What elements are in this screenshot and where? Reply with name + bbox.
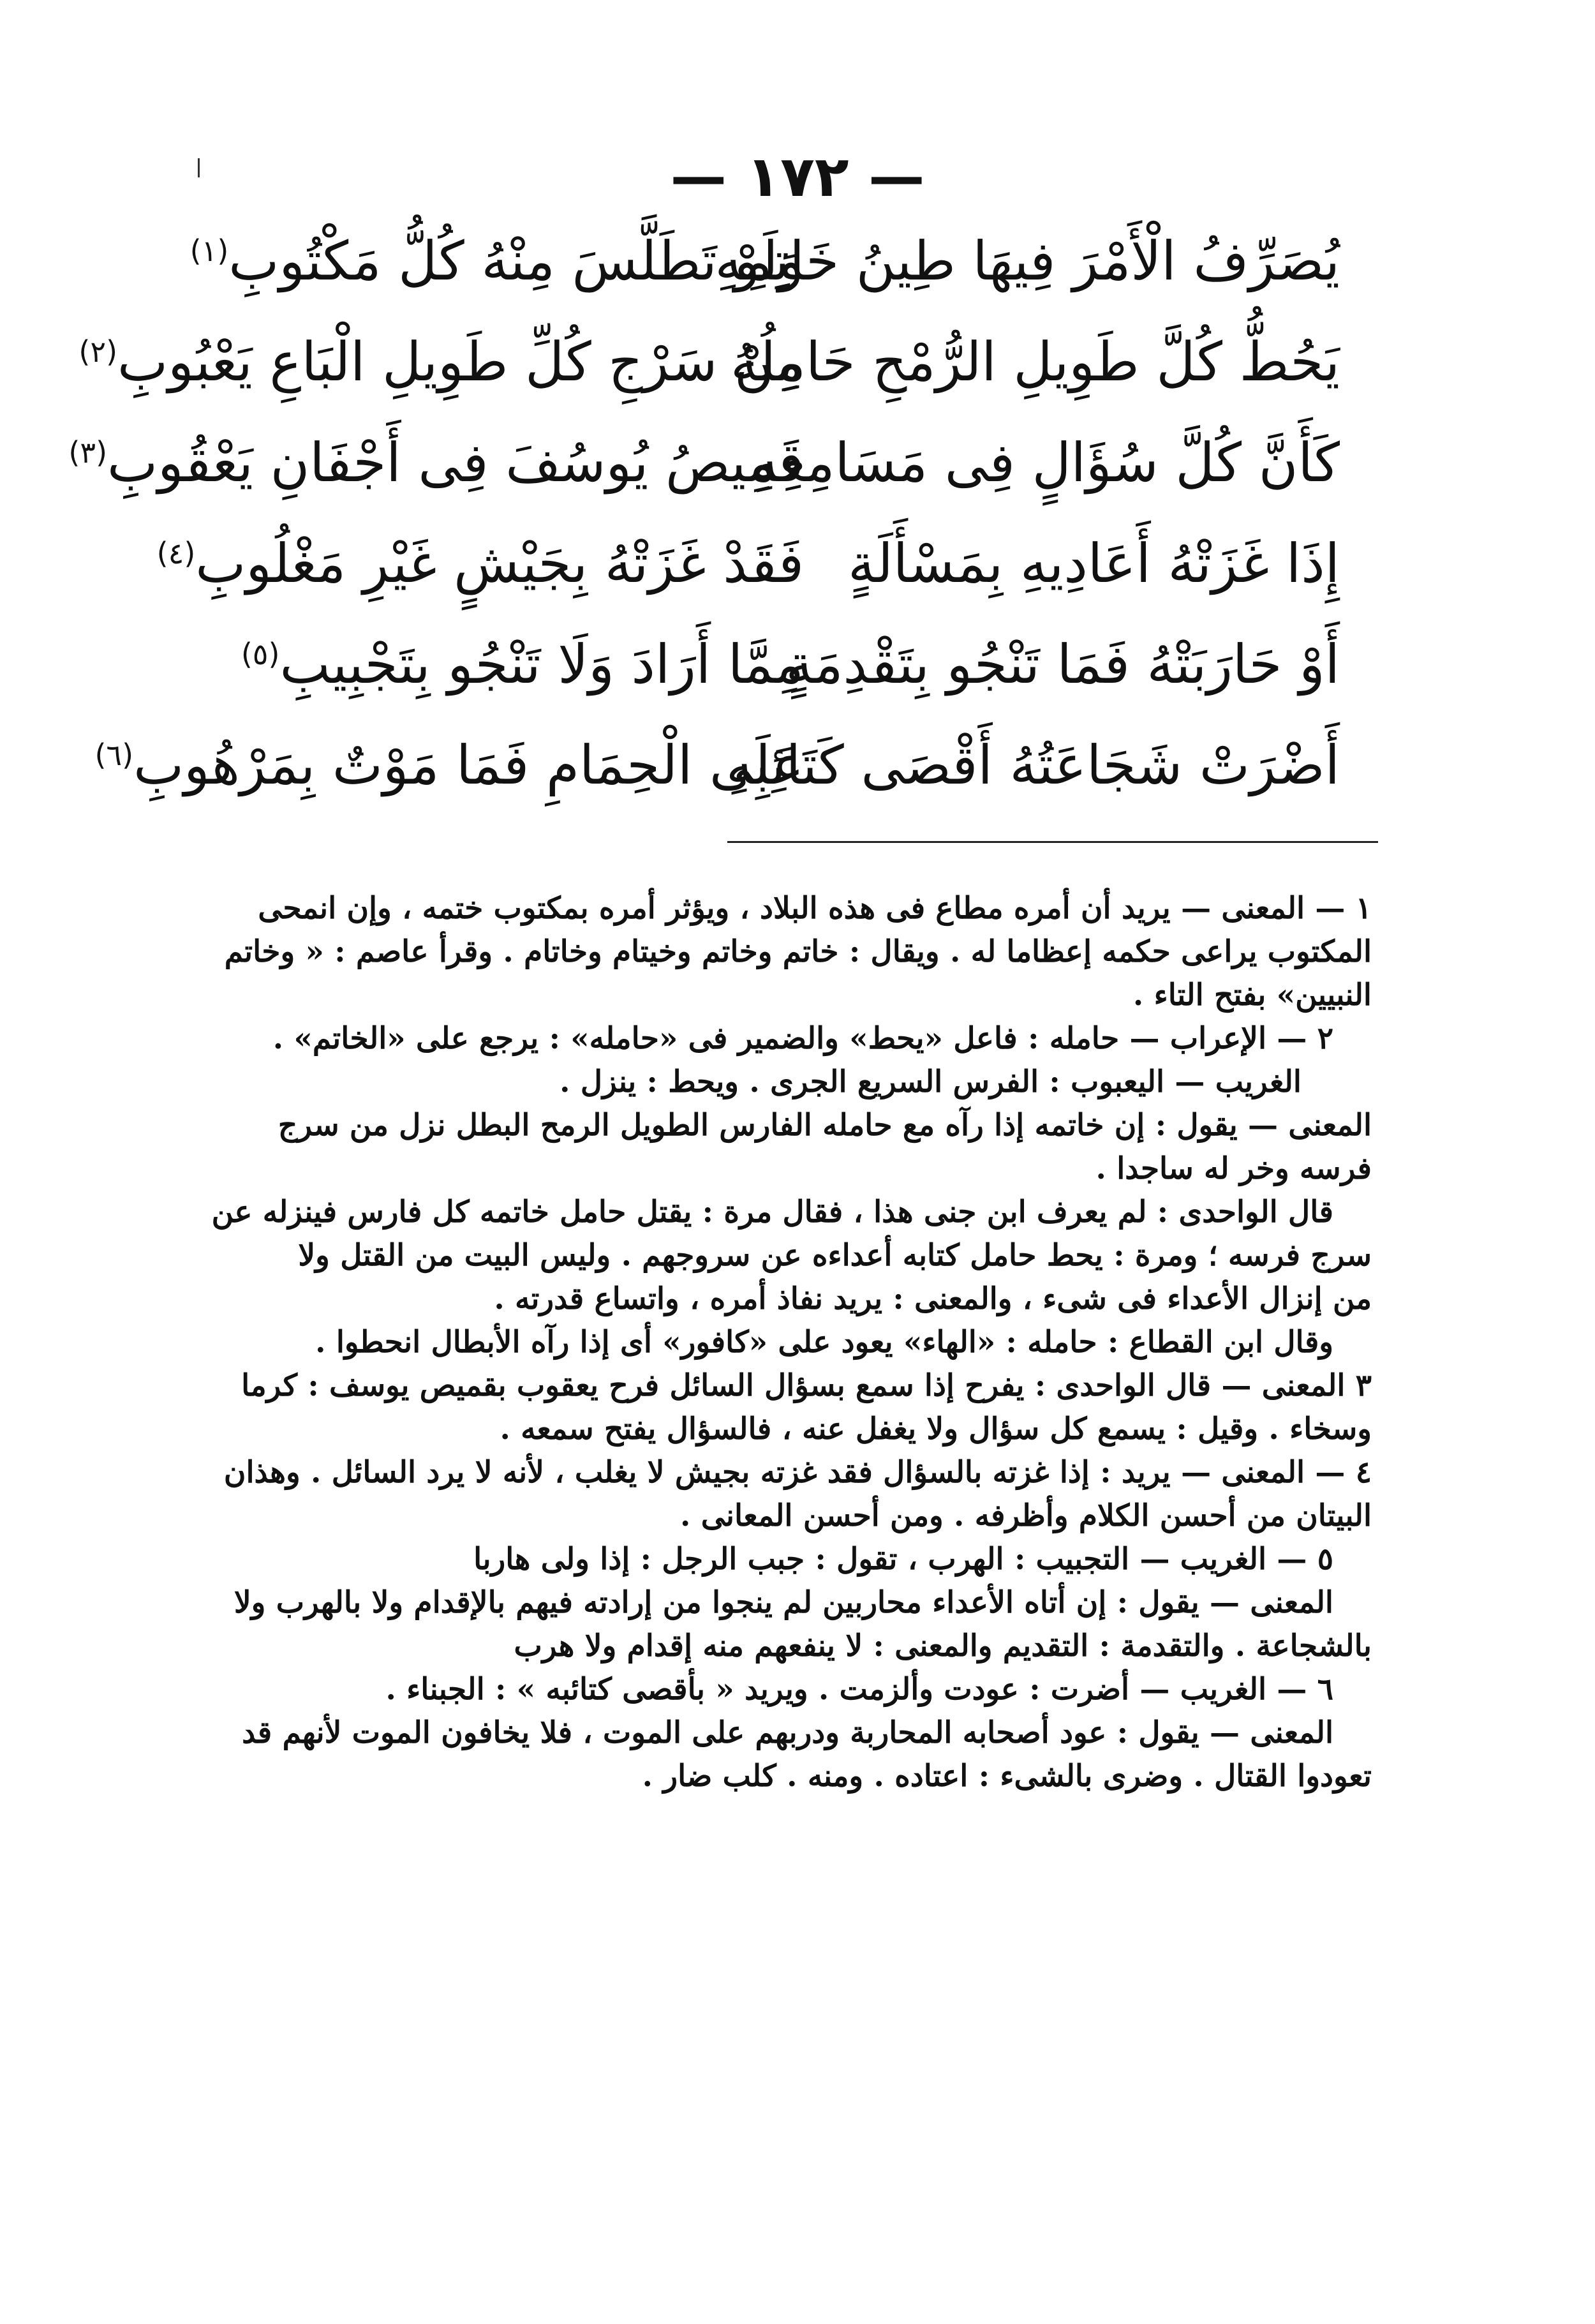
verse-second-text: وَلَوْ تَطَلَّسَ مِنْهُ كُلُّ مَكْتُوبِ: [228, 229, 804, 292]
commentary-line: من إنزال الأعداء فى شىء ، والمعنى : يريد نفاذ أمره ، واتساع قدرته .: [494, 1281, 1372, 1316]
verse-first-hemistich: أَوْ حَارَبَتْهُ فَمَا تَنْجُو بِتَقْدِمَةٍ: [785, 632, 1340, 696]
verse-second-text: مِنْ سَرْجِ كُلِّ طَوِيلِ الْبَاعِ يَعْبُوبِ: [117, 330, 804, 393]
margin-mark: [198, 158, 200, 177]
verse-first-hemistich: كَأَنَّ كُلَّ سُؤَالٍ فِى مَسَامِعِهِ: [751, 431, 1340, 494]
verse-second-text: فَقَدْ غَزَتْهُ بِجَيْشٍ غَيْرِ مَغْلُوبِ: [195, 532, 804, 595]
commentary-line: النبيين» بفتح التاء .: [1132, 978, 1372, 1013]
commentary-line: المعنى — يقول : عود أصحابه المحاربة ودربهم على الموت ، فلا يخافون الموت لأنهم قد: [242, 1715, 1333, 1750]
verse-line: [189, 211, 1340, 311]
footnote-reference: (١): [189, 233, 229, 268]
footnote-reference: (٢): [78, 334, 118, 369]
commentary-line: ٦ — الغريب — أضرت : عودت وألزمت . ويريد « بأقصى كتائبه » : الجبناء .: [385, 1672, 1333, 1707]
verse-second-text: قَمِيصُ يُوسُفَ فِى أَجْفَانِ يَعْقُوبِ: [107, 431, 804, 494]
commentary-block: [191, 887, 1372, 1798]
commentary-line: ٢ — الإعراب — حامله : فاعل «يحط» والضمير فى «حامله» : يرجع على «الخاتم» .: [272, 1021, 1333, 1056]
commentary-line: البيتان من أحسن الكلام وأظرفه . ومن أحسن المعانى .: [679, 1498, 1372, 1533]
verse-first-hemistich: يَحُطُّ كُلَّ طَوِيلِ الرُّمْحِ حَامِلُهُ: [731, 330, 1340, 393]
commentary-line: فرسه وخر له ساجدا .: [1095, 1151, 1372, 1186]
commentary-line: قال الواحدى : لم يعرف ابن جنى هذا ، فقال مرة : يقتل حامل خاتمه كل فارس فينزله عن: [211, 1195, 1333, 1230]
verse-second-hemistich: [78, 330, 804, 393]
commentary-line: المعنى — يقول : إن أتاه الأعداء محاربين لم ينجوا من إرادته فيهم بالإقدام ولا بالهرب ولا: [234, 1585, 1333, 1620]
footnote-reference: (٣): [68, 435, 108, 470]
footnote-reference: (٤): [156, 535, 196, 570]
verse-second-hemistich: [94, 733, 804, 796]
commentary-line: المكتوب يراعى حكمه إعظاما له . ويقال : خاتم وخاتم وخيتام وخاتام . وقرأ عاصم : « وخاتم: [224, 934, 1372, 969]
verse-first-hemistich: إِذَا غَزَتْهُ أَعَادِيهِ بِمَسْأَلَةٍ: [848, 532, 1340, 595]
verse-second-text: عَلَى الْحِمَامِ فَمَا مَوْتٌ بِمَرْهُوبِ: [133, 733, 804, 796]
commentary-line: وسخاء . وقيل : يسمع كل سؤال ولا يغفل عنه ، فالسؤال يفتح سمعه .: [500, 1412, 1372, 1447]
commentary-line: سرج فرسه ؛ ومرة : يحط حامل كتابه أعداءه عن سروجهم . وليس البيت من القتل ولا: [298, 1238, 1372, 1273]
commentary-line: وقال ابن القطاع : حامله : «الهاء» يعود على «كافور» أى إذا رآه الأبطال انحطوا .: [315, 1325, 1333, 1360]
footnote-divider: [727, 841, 1378, 843]
commentary-line: تعودوا القتال . وضرى بالشىء : اعتاده . ومنه . كلب ضار .: [642, 1759, 1372, 1794]
page-number: — ١٧٢ —: [670, 144, 925, 209]
commentary-line: المعنى — يقول : إن خاتمه إذا رآه مع حامله الفارس الطويل الرمح البطل نزل من سرج: [278, 1108, 1372, 1143]
verse-second-hemistich: [230, 632, 804, 696]
commentary-line: ٤ — المعنى — يريد : إذا غزته بالسؤال فقد غزته بجيش لا يغلب ، لأنه لا يرد السائل . وهذان: [223, 1455, 1372, 1490]
verse-line: [68, 412, 1340, 513]
verse-first-hemistich: أَضْرَتْ شَجَاعَتُهُ أَقْصَى كَتَائِبِهِ: [726, 733, 1340, 796]
verse-second-hemistich: [189, 229, 804, 292]
verse-second-text: مِمَّا أَرَادَ وَلَا تَنْجُو بِتَجْبِيبِ: [279, 632, 804, 696]
commentary-line: ٥ — الغريب — التجبيب : الهرب ، تقول : جبب الرجل : إذا ولى هاربا: [473, 1542, 1333, 1577]
footnote-reference: (٦): [94, 737, 134, 772]
verse-line: [156, 513, 1340, 614]
commentary-line: ٣ المعنى — قال الواحدى : يفرح إذا سمع بسؤال السائل فرح يعقوب بقميص يوسف : كرما: [241, 1368, 1372, 1403]
commentary-line: بالشجاعة . والتقدمة : التقديم والمعنى : لا ينفعهم منه إقدام ولا هرب: [514, 1628, 1372, 1664]
verse-second-hemistich: [156, 532, 804, 595]
verse-first-hemistich: يُصَرِّفُ الْأَمْرَ فِيهَا طِينُ خَاتِمِهِ: [715, 229, 1340, 292]
footnote-reference: (٥): [241, 636, 280, 671]
commentary-line: ١ — المعنى — يريد أن أمره مطاع فى هذه البلاد ، ويؤثر أمره بمكتوب ختمه ، وإن انمحى: [258, 891, 1372, 926]
verse-second-hemistich: [68, 431, 804, 494]
verse-line: [230, 614, 1340, 715]
verses-block: [68, 211, 1340, 816]
commentary-line: الغريب — اليعبوب : الفرس السريع الجرى . ويحط : ينزل .: [560, 1064, 1302, 1099]
verse-line: [94, 715, 1340, 816]
verse-line: [78, 311, 1340, 412]
